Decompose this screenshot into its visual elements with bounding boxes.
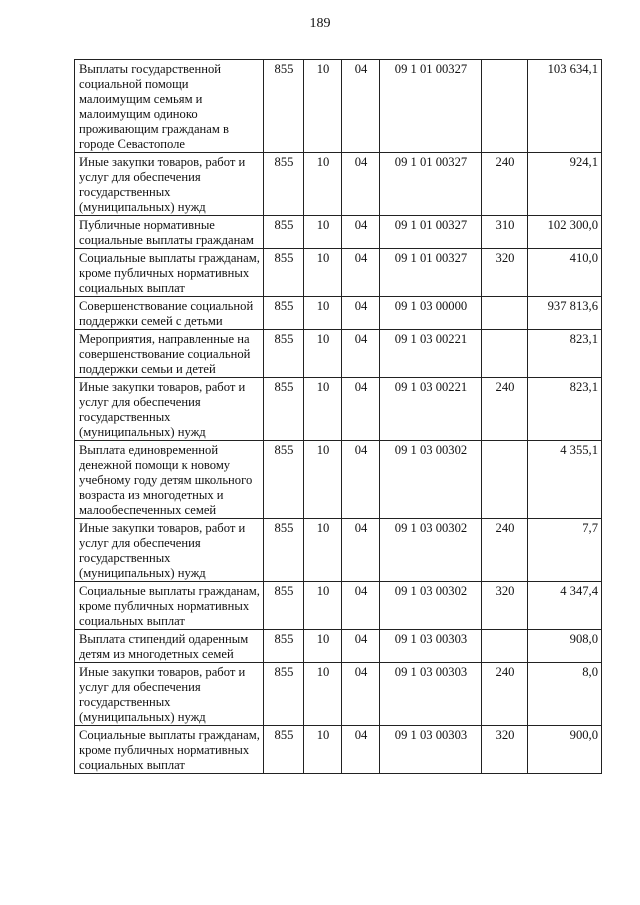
expense-name: Мероприятия, направленные на совершенствование социальной поддержки семьи и детей <box>75 330 264 378</box>
ministry-code: 855 <box>264 630 304 663</box>
table-row <box>75 663 602 726</box>
section-code: 10 <box>304 330 342 378</box>
table-row <box>75 330 602 378</box>
ministry-code: 855 <box>264 519 304 582</box>
expense-name: Иные закупки товаров, работ и услуг для обеспечения государственных (муниципальных) нужд <box>75 378 264 441</box>
subsection-code: 04 <box>342 441 380 519</box>
section-code: 10 <box>304 663 342 726</box>
target-article-code: 09 1 01 00327 <box>380 60 482 153</box>
ministry-code: 855 <box>264 663 304 726</box>
target-article-code: 09 1 03 00303 <box>380 726 482 774</box>
expense-type-code: 320 <box>482 726 528 774</box>
expense-type-code <box>482 60 528 153</box>
table-row <box>75 153 602 216</box>
section-code: 10 <box>304 216 342 249</box>
subsection-code: 04 <box>342 330 380 378</box>
amount: 103 634,1 <box>528 60 602 153</box>
table-row <box>75 378 602 441</box>
expense-name: Иные закупки товаров, работ и услуг для обеспечения государственных (муниципальных) нужд <box>75 519 264 582</box>
expense-name: Выплата стипендий одаренным детям из многодетных семей <box>75 630 264 663</box>
expense-type-code <box>482 297 528 330</box>
section-code: 10 <box>304 60 342 153</box>
target-article-code: 09 1 03 00303 <box>380 630 482 663</box>
table-row <box>75 726 602 774</box>
amount: 4 347,4 <box>528 582 602 630</box>
amount: 823,1 <box>528 378 602 441</box>
subsection-code: 04 <box>342 60 380 153</box>
expense-name: Социальные выплаты гражданам, кроме публичных нормативных социальных выплат <box>75 249 264 297</box>
section-code: 10 <box>304 378 342 441</box>
ministry-code: 855 <box>264 441 304 519</box>
target-article-code: 09 1 01 00327 <box>380 249 482 297</box>
target-article-code: 09 1 03 00221 <box>380 330 482 378</box>
target-article-code: 09 1 01 00327 <box>380 153 482 216</box>
expense-type-code: 310 <box>482 216 528 249</box>
target-article-code: 09 1 03 00302 <box>380 441 482 519</box>
ministry-code: 855 <box>264 153 304 216</box>
page-number: 189 <box>309 16 331 31</box>
target-article-code: 09 1 03 00000 <box>380 297 482 330</box>
section-code: 10 <box>304 726 342 774</box>
amount: 8,0 <box>528 663 602 726</box>
budget-table <box>74 59 602 774</box>
subsection-code: 04 <box>342 297 380 330</box>
subsection-code: 04 <box>342 378 380 441</box>
target-article-code: 09 1 03 00302 <box>380 519 482 582</box>
ministry-code: 855 <box>264 60 304 153</box>
subsection-code: 04 <box>342 153 380 216</box>
expense-name: Совершенствование социальной поддержки семей с детьми <box>75 297 264 330</box>
amount: 4 355,1 <box>528 441 602 519</box>
expense-type-code <box>482 330 528 378</box>
amount: 924,1 <box>528 153 602 216</box>
section-code: 10 <box>304 630 342 663</box>
expense-name: Социальные выплаты гражданам, кроме публичных нормативных социальных выплат <box>75 582 264 630</box>
section-code: 10 <box>304 519 342 582</box>
subsection-code: 04 <box>342 630 380 663</box>
section-code: 10 <box>304 249 342 297</box>
amount: 908,0 <box>528 630 602 663</box>
subsection-code: 04 <box>342 249 380 297</box>
target-article-code: 09 1 03 00303 <box>380 663 482 726</box>
amount: 410,0 <box>528 249 602 297</box>
amount: 823,1 <box>528 330 602 378</box>
target-article-code: 09 1 03 00221 <box>380 378 482 441</box>
target-article-code: 09 1 03 00302 <box>380 582 482 630</box>
ministry-code: 855 <box>264 249 304 297</box>
ministry-code: 855 <box>264 726 304 774</box>
expense-type-code: 240 <box>482 663 528 726</box>
expense-type-code <box>482 630 528 663</box>
expense-name: Иные закупки товаров, работ и услуг для обеспечения государственных (муниципальных) нужд <box>75 153 264 216</box>
table-row <box>75 582 602 630</box>
expense-type-code: 240 <box>482 378 528 441</box>
expense-name: Публичные нормативные социальные выплаты гражданам <box>75 216 264 249</box>
ministry-code: 855 <box>264 297 304 330</box>
expense-type-code: 320 <box>482 582 528 630</box>
amount: 7,7 <box>528 519 602 582</box>
table-row <box>75 441 602 519</box>
expense-name: Иные закупки товаров, работ и услуг для обеспечения государственных (муниципальных) нужд <box>75 663 264 726</box>
expense-name: Выплаты государственной социальной помощи малоимущим семьям и малоимущим одиноко проживающим гражданам в городе Севастополе <box>75 60 264 153</box>
section-code: 10 <box>304 441 342 519</box>
ministry-code: 855 <box>264 582 304 630</box>
subsection-code: 04 <box>342 582 380 630</box>
subsection-code: 04 <box>342 663 380 726</box>
table-row <box>75 60 602 153</box>
section-code: 10 <box>304 153 342 216</box>
amount: 937 813,6 <box>528 297 602 330</box>
table-body <box>75 60 602 774</box>
expense-type-code: 240 <box>482 519 528 582</box>
ministry-code: 855 <box>264 378 304 441</box>
expense-name: Социальные выплаты гражданам, кроме публичных нормативных социальных выплат <box>75 726 264 774</box>
expense-type-code <box>482 441 528 519</box>
target-article-code: 09 1 01 00327 <box>380 216 482 249</box>
subsection-code: 04 <box>342 216 380 249</box>
table-row <box>75 519 602 582</box>
table-row <box>75 297 602 330</box>
subsection-code: 04 <box>342 519 380 582</box>
expense-type-code: 240 <box>482 153 528 216</box>
subsection-code: 04 <box>342 726 380 774</box>
expense-type-code: 320 <box>482 249 528 297</box>
section-code: 10 <box>304 297 342 330</box>
ministry-code: 855 <box>264 216 304 249</box>
table-row <box>75 216 602 249</box>
amount: 900,0 <box>528 726 602 774</box>
table-row <box>75 630 602 663</box>
section-code: 10 <box>304 582 342 630</box>
ministry-code: 855 <box>264 330 304 378</box>
amount: 102 300,0 <box>528 216 602 249</box>
table-row <box>75 249 602 297</box>
expense-name: Выплата единовременной денежной помощи к новому учебному году детям школьного возраста из многодетных и малообеспеченных семей <box>75 441 264 519</box>
